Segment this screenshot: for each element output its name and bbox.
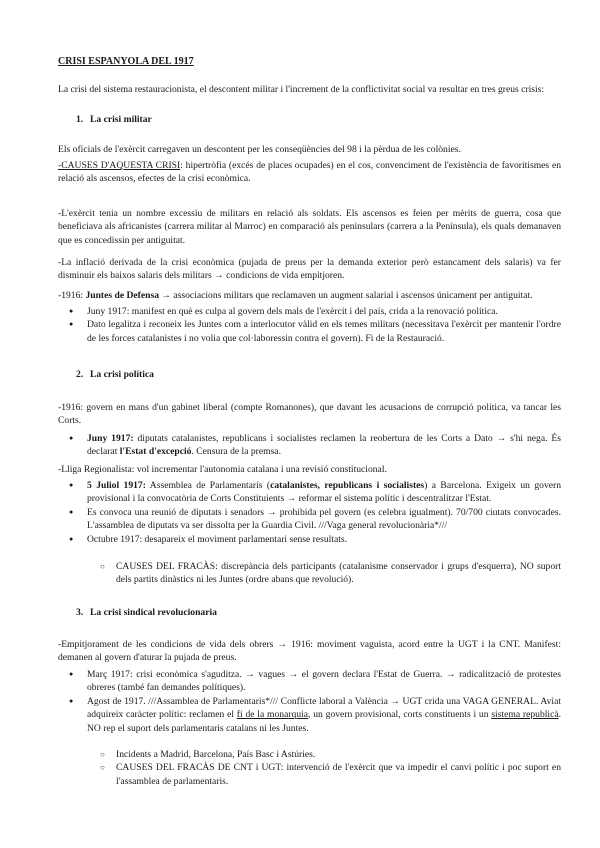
s2-b2-date: 5 Juliol 1917:	[87, 480, 146, 491]
section-2-heading	[58, 368, 561, 381]
s3-bullet-list	[58, 668, 561, 735]
s3-b2-u2: sistema republicà	[491, 709, 559, 721]
s3-b2-a: Agost de 1917. ///Assamblea de Parlamentaris*/// Conflicte laboral a València → UGT crida una VAGA GENERAL. Aviat adquireix caràcter polític: reclamen el	[87, 695, 561, 721]
list-item: ○ Incidents a Madrid, Barcelona, País Basc i Astúries.	[58, 748, 561, 761]
s1-causes-paragraph	[58, 159, 561, 186]
section-2-title: La crisi política	[90, 369, 154, 380]
list-item: ● Març 1917: crisi econòmica s'aguditza. → vagues → el govern declara l'Estat de Guerra. → radicalització de protestes obreres (també fan demandes polítiques).	[58, 668, 561, 695]
s2-b1-text: diputats catalanistes, republicans i socialistes reclamen la reobertura de les Corts a Dato → s'hi nega. És declarat	[87, 433, 562, 458]
s1-paragraph-1: Els oficials de l'exèrcit carregaven un descontent per les conseqüències del 98 i la pèrdua de les colònies.	[58, 144, 461, 155]
section-1-title: La crisi militar	[90, 114, 152, 125]
s2-paragraph-1: -1916: govern en mans d'un gabinet liberal (compte Romanones), que davant les acusacions de corrupció política, va tancar les Corts.	[58, 402, 561, 427]
list-item: ● Juny 1917: manifest en què es culpa al govern dels mals de l'exèrcit i del país, crida a la renovació política.	[58, 305, 561, 318]
s1-causes-text: : hipertròfia (excés de places ocupades) en el cos, convenciment de l'existència de favoritismes en relació als ascensos, efectes de la crisi econòmica.	[58, 160, 561, 185]
s2-sub-list	[58, 560, 561, 587]
s2-b2-end: ) a Barcelona. Exigeix un govern provisional i la convocatòria de Corts Constituients → reformar el sistema polític i descentralitzar l'Estat.	[87, 480, 562, 505]
section-3-title: La crisi sindical revolucionaria	[90, 607, 217, 618]
s1-paragraph-4: -La inflació derivada de la crisi econòmica (pujada de preus per la demanda exterior però estancament dels salaris) va fer disminuir els baixos salaris dels militars → condicions de vida empitjoren.	[58, 257, 561, 282]
list-item: ○ CAUSES DEL FRACÀS: discrepància dels participants (catalanisme conservador i grups d'esquerra), NO suport dels partits dinàstics ni les Juntes (ordre abans que revolució).	[58, 560, 561, 587]
s1-causes-label: -CAUSES D'AQUESTA CRISI	[58, 160, 181, 171]
s2-paragraph-2: -Lliga Regionalista: vol incrementar l'autonomia catalana i una revisió constitucional.	[58, 464, 387, 475]
s2-b1-bold: l'Estat d'excepció	[119, 446, 192, 458]
s1-juntes-paragraph	[58, 289, 561, 302]
s3-b2-c: . NO rep el suport dels parlamentaris catalans ni les Juntes.	[87, 709, 561, 734]
list-item	[58, 432, 561, 459]
s2-b1-date: Juny 1917:	[87, 433, 134, 444]
s2-bullet-list-1	[58, 432, 561, 459]
s1-juntes-term: Juntes de Defensa	[85, 290, 160, 301]
section-3-number: 3.	[76, 607, 84, 618]
list-item: ○ CAUSES DEL FRACÀS DE CNT i UGT: intervenció de l'exèrcit que va impedir el canvi polític i poc suport en l'assamblea de parlamentaris.	[58, 761, 561, 788]
intro-paragraph: La crisi del sistema restauracionista, el descontent militar i l'increment de la conflictivitat social va resultar en tres greus crisis:	[58, 84, 545, 95]
list-item: ● Es convoca una reunió de diputats i senadors → prohibida pel govern (es celebra igualment). 70/700 ciutats convocades. L'assamblea de diputats va ser dissolta per la Guardia Civil. ///Vaga general revolucionària*///	[58, 506, 561, 533]
section-1-heading	[58, 113, 561, 126]
s3-sub-list	[58, 748, 561, 788]
s3-paragraph-1: -Empitjorament de les condicions de vida dels obrers → 1916: moviment vaguista, acord entre la UGT i la CNT. Manifest: demanen al govern d'aturar la pujada de preus.	[58, 639, 561, 664]
list-item: ● Dato legalitza i reconeix les Juntes com a interlocutor vàlid en els temes militars (necessitava l'exèrcit per mantenir l'ordre de les forces catalanistes i no volia que col·laboressin contra el govern). Fi de la Restauració.	[58, 318, 561, 345]
s1-juntes-year: -1916:	[58, 290, 86, 301]
section-1-number: 1.	[76, 114, 84, 125]
list-item	[58, 479, 561, 506]
s1-bullet-list	[58, 305, 561, 345]
list-item	[58, 695, 561, 735]
s1-juntes-text: → associacions militars que reclamaven un augment salarial i ascensos únicament per antiguitat.	[159, 290, 533, 301]
section-3-heading	[58, 606, 561, 619]
s1-paragraph-3: -L'exèrcit tenia un nombre excessiu de militars en relació als soldats. Els ascensos es feien per mèrits de guerra, cosa que beneficiava als africanistes (carrera militar al Marroc) en comparació als peninsulars (carrera a la Península), els quals demanaven que es concedissin per antiguitat.	[58, 208, 561, 246]
s2-b2-text: Assemblea de Parlamentaris (	[145, 480, 271, 491]
s3-b2-u1: fi de la monarquia	[236, 709, 309, 721]
s3-b2-b: , un govern provisional, corts constituents i un	[308, 709, 492, 721]
list-item: ● Octubre 1917: desapareix el moviment parlamentari sense resultats.	[58, 533, 561, 546]
s2-b1-end: . Censura de la premsa.	[191, 446, 281, 458]
document-title: CRISI ESPANYOLA DEL 1917	[58, 56, 194, 67]
s2-b2-bold: catalanistes, republicans i socialistes	[270, 480, 425, 491]
section-2-number: 2.	[76, 369, 84, 380]
s2-bullet-list-2	[58, 479, 561, 546]
